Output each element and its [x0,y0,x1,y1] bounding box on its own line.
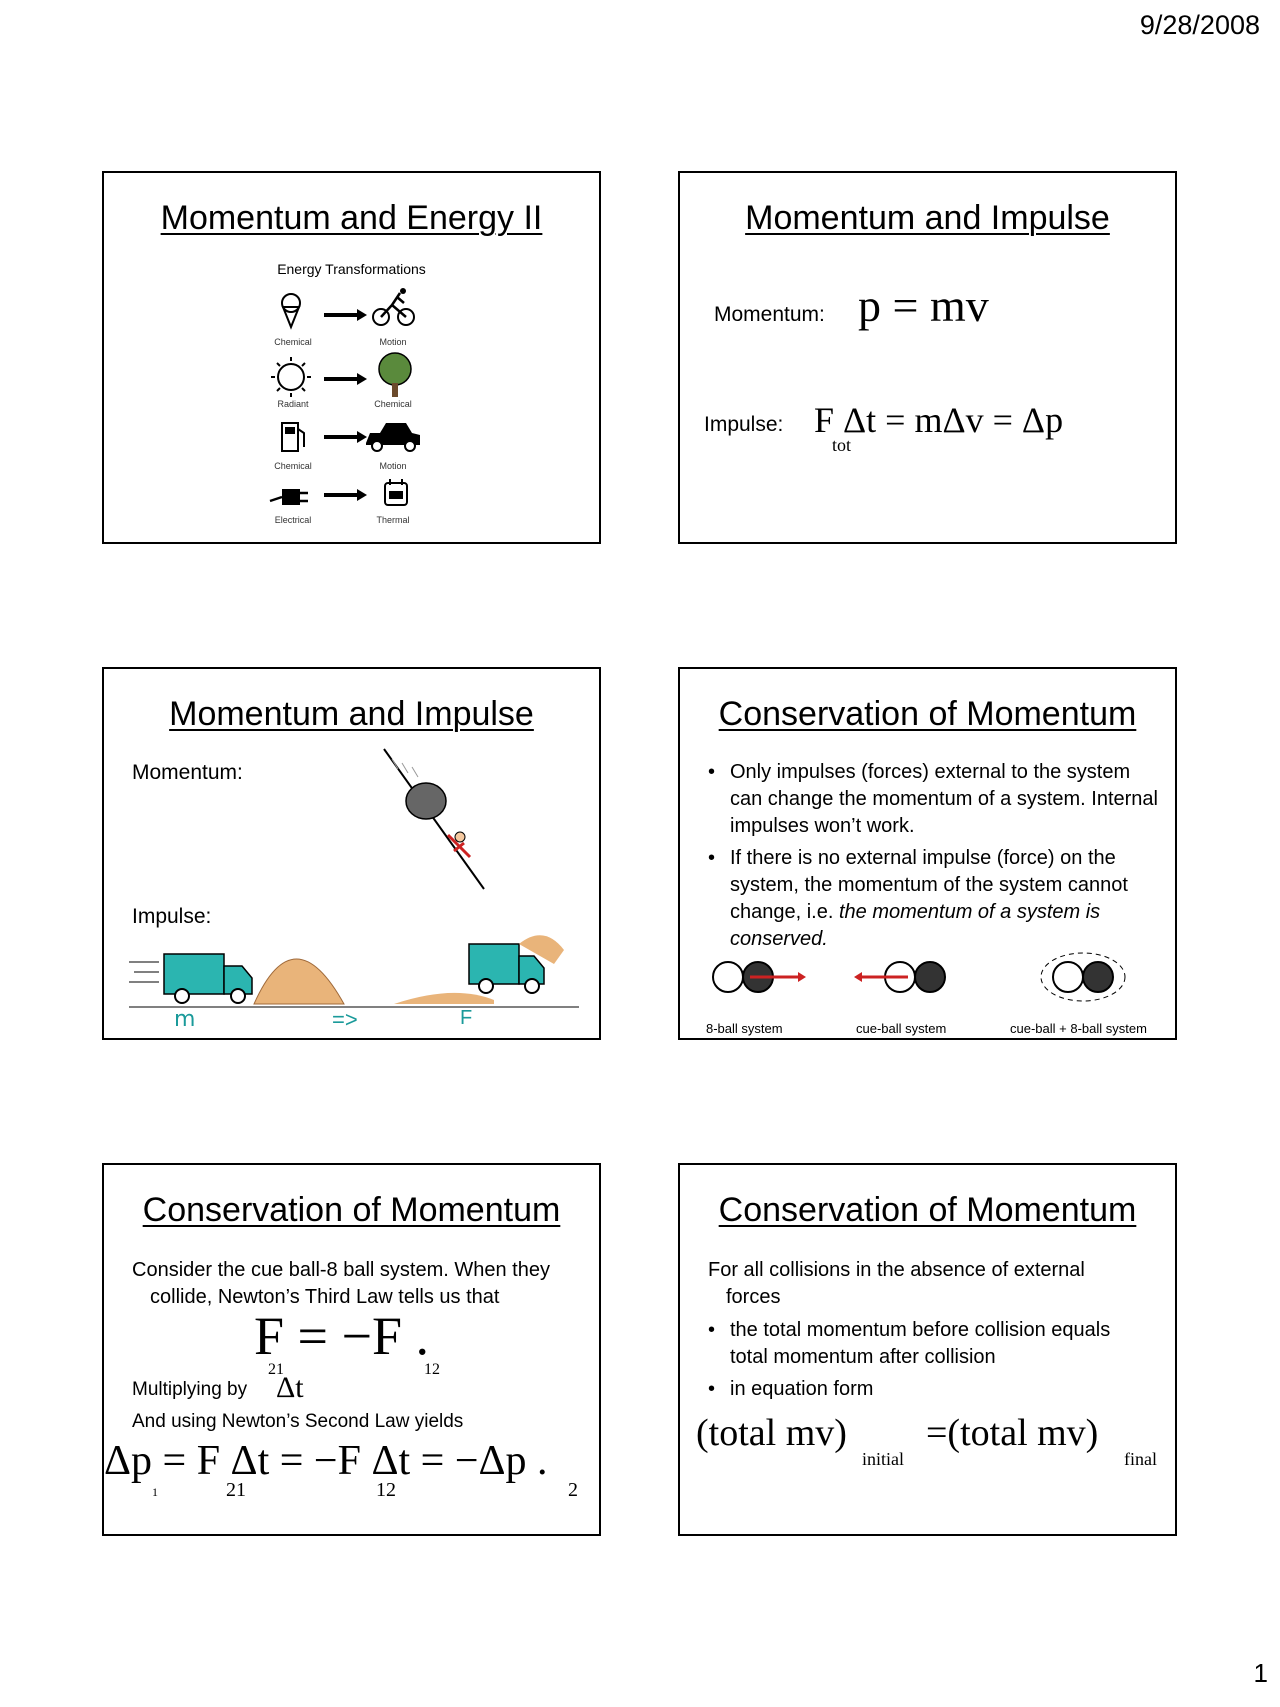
label-from-2: Radiant [277,399,309,409]
boulder-illustration [374,739,494,899]
bullet-list [702,759,1162,958]
bullet-list [702,1317,1142,1408]
delta-t: Δt [276,1371,304,1404]
momentum-label: Momentum: [714,303,825,326]
toaster-icon [385,479,407,505]
momentum-equation: p = mv [858,280,989,331]
bullet-text: If there is no external impulse (force) on the system, the momentum of the system cannot change, i.e. [730,847,1128,923]
handwritten-arrow: => [332,1007,358,1032]
label-from-1: Chemical [274,337,312,347]
8-ball-system-icon [713,962,806,992]
subscript-21: 21 [268,1361,284,1378]
tree-icon [379,353,411,397]
intro-text: For all collisions in the absence of external forces [708,1259,1085,1308]
caption-8-ball-system: 8-ball system [706,1021,783,1036]
subscript-12: 12 [424,1361,440,1378]
label-from-3: Chemical [274,461,312,471]
car-icon [366,423,420,451]
impulse-equation: F Δt = mΔv = Δp [814,400,1064,440]
sun-icon [271,357,311,397]
label-to-4: Thermal [376,515,410,525]
label-to-1: Motion [379,337,407,347]
cyclist-icon [373,288,414,325]
label-from-4: Electrical [274,515,312,525]
third-law-equation: F = −F . [254,1306,429,1366]
impulse-label: Impulse: [704,413,784,436]
conservation-equation-right: =(total mv) [926,1412,1099,1454]
truck-icon [164,954,252,1003]
slide-conservation-intro [678,667,1177,1040]
slide-title: Conservation of Momentum [718,1191,1137,1229]
slide-momentum-energy [102,171,601,544]
bullet-item: • the total momentum before collision equals total momentum after collision [702,1317,1142,1371]
handwritten-f: F [460,1007,473,1029]
slide-title: Momentum and Energy II [160,199,543,237]
slide-title: Conservation of Momentum [718,695,1137,733]
arrow-icon [324,431,367,443]
subscript-1: 1 [152,1485,158,1499]
cue-ball-system-icon [854,962,945,992]
label-to-2: Chemical [374,399,412,409]
subscript-12: 12 [376,1479,396,1501]
slide-conservation-collisions [678,1163,1177,1536]
bullet-item: • Only impulses (forces) external to the system can change the momentum of a system. Internal impulses won’t work. [702,759,1162,840]
impulse-derivation-equation: Δp = F Δt = −F Δt = −Δp . [104,1438,548,1484]
subscript-final: final [1124,1449,1157,1469]
label-to-3: Motion [379,461,407,471]
subscript-2: 2 [568,1479,578,1501]
momentum-label: Momentum: [132,761,243,784]
arrow-icon [324,309,367,321]
conservation-equation-left: (total mv) [696,1412,847,1454]
bullet-item: • in equation form [702,1376,1142,1403]
intro-text: Consider the cue ball-8 ball system. When they collide, Newton’s Third Law tells us that [132,1259,550,1308]
figure-title: Energy Transformations [277,261,426,277]
billiard-balls-illustration [700,949,1160,1009]
arrow-icon [324,373,367,385]
bullet-italic-text: the momentum of a system is conserved. [730,901,1101,950]
combined-system-icon [1041,953,1125,1001]
handwritten-m: m [174,1007,196,1032]
caption-combined-system: cue-ball + 8-ball system [1010,1021,1147,1036]
slide-title: Momentum and Impulse [745,199,1110,237]
slide-momentum-impulse-pictures [102,667,601,1040]
slide-momentum-impulse-equations [678,171,1177,544]
caption-cue-ball-system: cue-ball system [856,1021,947,1036]
second-law-text: And using Newton’s Second Law yields [132,1411,464,1432]
arrow-icon [324,489,367,501]
subscript-initial: initial [862,1449,904,1469]
multiplying-text: Multiplying by [132,1379,248,1400]
slide-conservation-derivation [102,1163,601,1536]
slide-title: Conservation of Momentum [142,1191,561,1229]
bullet-item [702,845,1162,953]
slide-title: Momentum and Impulse [169,695,534,733]
ice-cream-icon [282,294,300,327]
impulse-subscript: tot [832,435,852,455]
gas-pump-icon [282,423,304,451]
subscript-21: 21 [226,1479,246,1501]
impulse-label: Impulse: [132,905,212,928]
header-date: 9/28/2008 [1139,10,1260,40]
page-number: 1 [1253,1658,1268,1688]
plug-icon [270,489,308,505]
